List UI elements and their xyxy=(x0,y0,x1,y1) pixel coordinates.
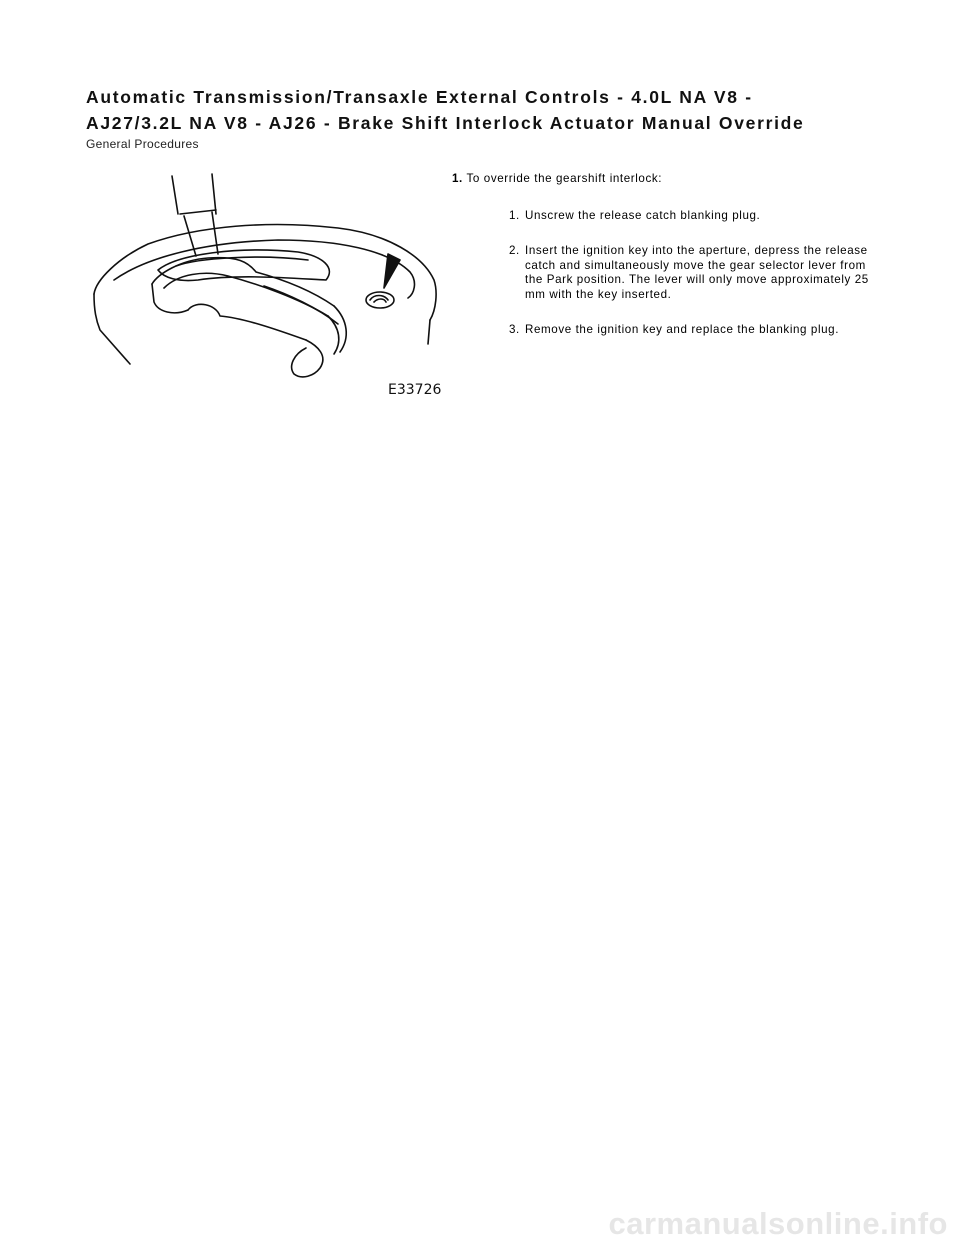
document-header xyxy=(86,84,906,151)
list-item xyxy=(509,209,872,224)
substep-list xyxy=(452,209,872,338)
substep-text: Insert the ignition key into the aperture, depress the release catch and simultaneously move the gear selector lever from the Park position. The lever will only move approximately 25 mm with the key inserted. xyxy=(525,244,869,301)
list-item xyxy=(509,244,872,302)
substep-number: 2. xyxy=(509,244,520,257)
step-text: To override the gearshift interlock: xyxy=(466,172,663,185)
substep-text: Unscrew the release catch blanking plug. xyxy=(525,208,761,222)
figure-label: E33726 xyxy=(388,382,442,398)
page-title-line-2: AJ27/3.2L NA V8 - AJ26 - Brake Shift Interlock Actuator Manual Override xyxy=(86,113,805,133)
step-number: 1. xyxy=(452,172,463,185)
gear-selector-illustration xyxy=(88,170,450,402)
substep-number: 1. xyxy=(509,208,520,222)
substep-text: Remove the ignition key and replace the blanking plug. xyxy=(525,323,840,336)
list-item xyxy=(509,323,872,338)
page-subtitle: General Procedures xyxy=(86,137,199,151)
watermark-text: carmanualsonline.info xyxy=(608,1206,948,1241)
page-title-line-1: Automatic Transmission/Transaxle External Controls - 4.0L NA V8 - xyxy=(86,87,753,107)
substep-number: 3. xyxy=(509,323,520,336)
procedure-step xyxy=(452,172,872,338)
gear-selector-drawing xyxy=(88,170,450,402)
step-heading xyxy=(452,172,872,187)
